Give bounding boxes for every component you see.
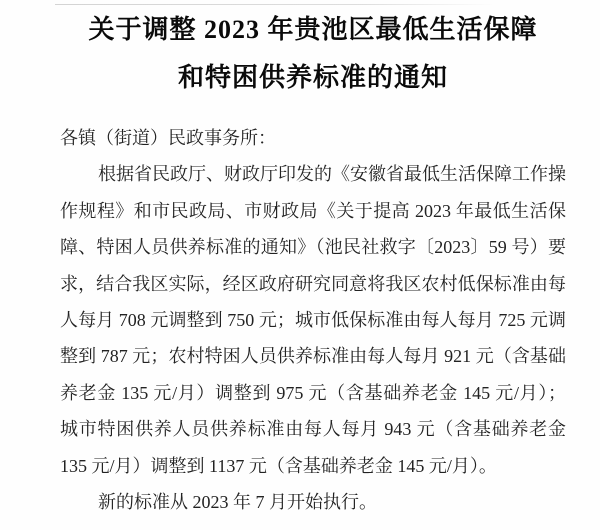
body-text-line: 作规程》和市民政局、市财政局《关于提高 2023 年最低生活保 (60, 200, 566, 221)
body-text-line: 整到 787 元；农村特困人员供养标准由每人每月 921 元（含基础 (60, 346, 566, 367)
body-text-line: 养老金 135 元/月）调整到 975 元（含基础养老金 145 元/月）； (60, 382, 566, 403)
document-title (0, 0, 600, 102)
document-body (0, 120, 600, 520)
body-text-line: 135 元/月）调整到 1137 元（含基础养老金 145 元/月）。 (60, 455, 497, 476)
body-text-line: 求，结合我区实际，经区政府研究同意将我区农村低保标准由每 (60, 273, 566, 294)
document-title-line-1: 关于调整 2023 年贵池区最低生活保障 (88, 15, 538, 44)
body-text-line: 各镇（街道）民政事务所： (60, 128, 276, 148)
body-text-line: 新的标准从 2023 年 7 月开始执行。 (98, 491, 377, 512)
document-title-line-2: 和特困供养标准的通知 (177, 63, 448, 92)
body-text-line: 城市特困供养人员供养标准由每人每月 943 元（含基础养老金 (60, 419, 566, 440)
body-text-line: 根据省民政厅、财政厅印发的《安徽省最低生活保障工作操 (98, 164, 566, 185)
body-text-line: 人每月 708 元调整到 750 元；城市低保标准由每人每月 725 元调 (60, 309, 566, 330)
body-text-line: 障、特困人员供养标准的通知》（池民社救字〔2023〕59 号）要 (60, 237, 566, 258)
top-edge-artifact-line (55, 4, 495, 5)
